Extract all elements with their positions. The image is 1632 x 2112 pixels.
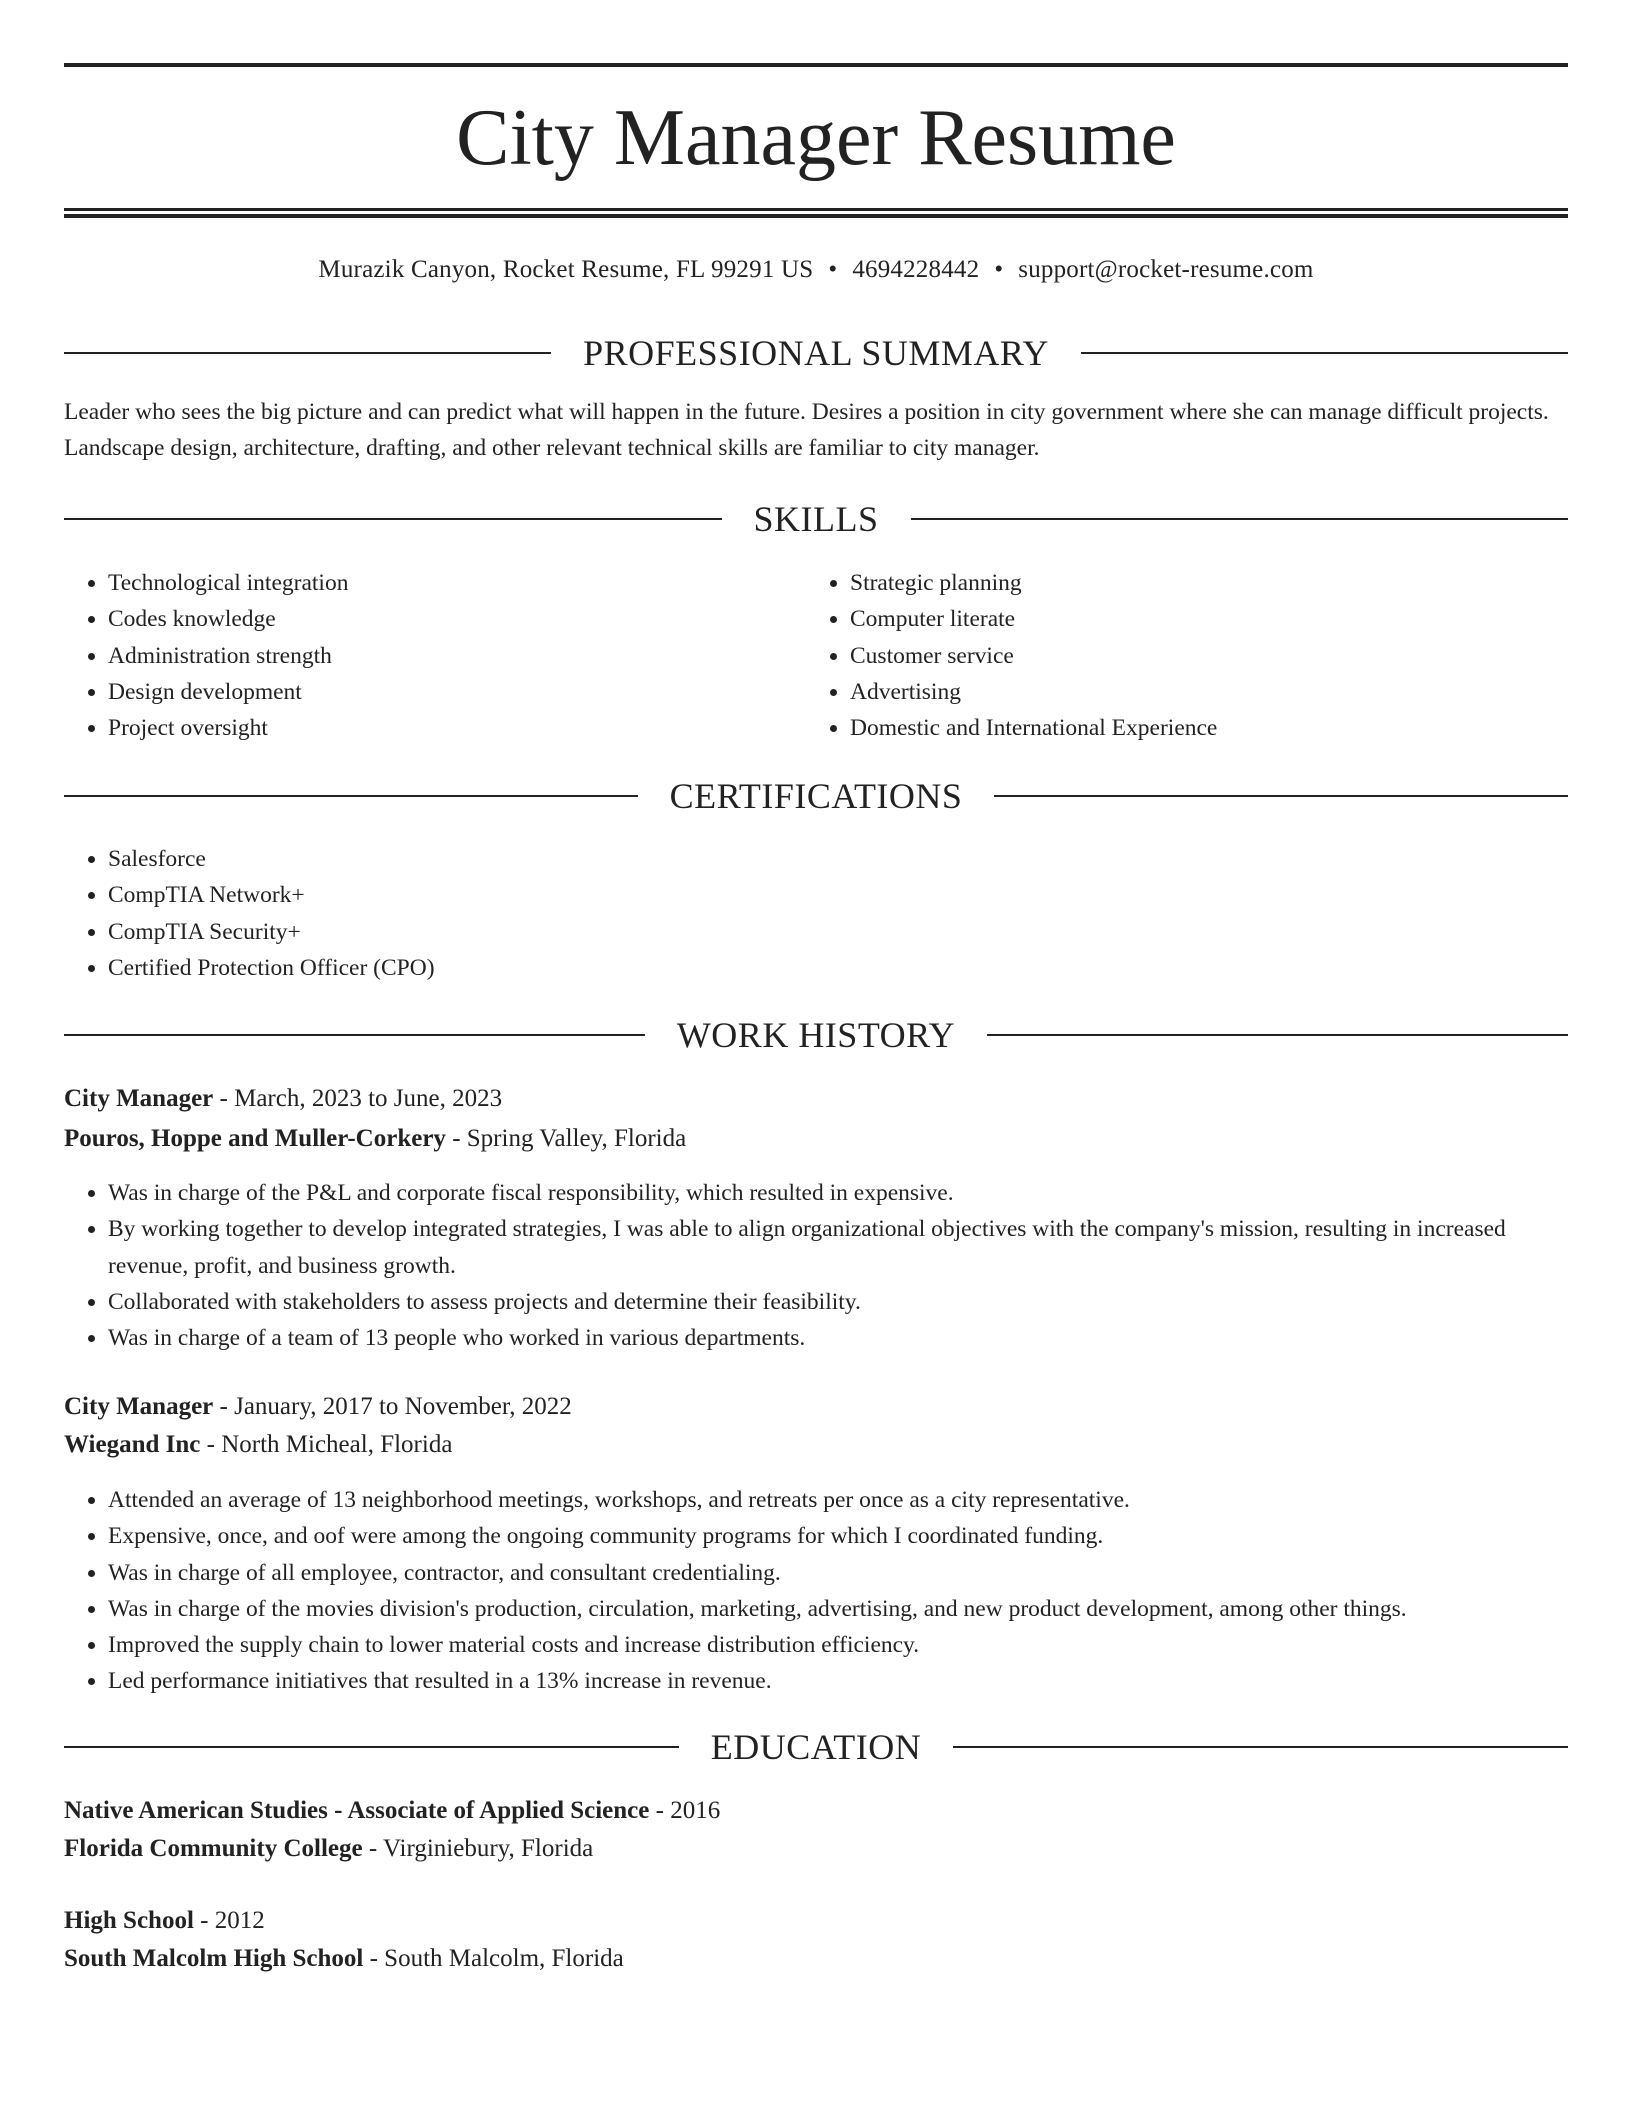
job-bullet: • Was in charge of the P&L and corporate fiscal responsibility, which resulted in expensive. <box>108 1175 1548 1211</box>
page-title: City Manager Resume <box>456 94 1176 182</box>
education-heading: EDUCATION <box>710 1727 922 1767</box>
job-title: City Manager <box>64 1393 214 1420</box>
skill-item: • Strategic planning <box>850 565 1610 601</box>
heading-rule <box>994 795 1568 797</box>
contact-line <box>64 254 1568 286</box>
education-school: South Malcolm High School <box>64 1945 364 1972</box>
job-location: - Spring Valley, Florida <box>445 1125 687 1152</box>
skills-section-heading <box>64 497 1568 541</box>
skill-item: • Project oversight <box>108 710 808 746</box>
contact-separator: • <box>994 256 1004 283</box>
education-year: - 2012 <box>193 1907 265 1934</box>
job-dates: - March, 2023 to June, 2023 <box>213 1085 503 1112</box>
contact-phone: 4694228442 <box>852 256 980 283</box>
certification-item: • CompTIA Network+ <box>108 877 1548 913</box>
job-dates: - January, 2017 to November, 2022 <box>213 1393 572 1420</box>
job-title-line <box>64 1389 1568 1425</box>
certification-item: • Salesforce <box>108 841 1548 877</box>
contact-separator: • <box>828 256 838 283</box>
heading-rule <box>64 1034 645 1036</box>
summary-heading: PROFESSIONAL SUMMARY <box>583 333 1049 373</box>
heading-rule <box>64 352 551 354</box>
education-section-heading <box>64 1725 1568 1769</box>
job-location: - North Micheal, Florida <box>200 1431 453 1458</box>
heading-rule <box>1081 352 1568 354</box>
education-location: - South Malcolm, Florida <box>363 1945 624 1972</box>
skill-item: • Technological integration <box>108 565 808 601</box>
job-bullet: • Collaborated with stakeholders to assess projects and determine their feasibility. <box>108 1284 1548 1320</box>
job-bullet: • Expensive, once, and oof were among the ongoing community programs for which I coordinated funding. <box>108 1518 1608 1554</box>
heading-rule <box>64 1746 679 1748</box>
job-bullet: • By working together to develop integrated strategies, I was able to align organizational objectives with the company's mission, resulting in increased revenue, profit, and business growth. <box>108 1211 1548 1284</box>
skill-item: • Computer literate <box>850 601 1610 637</box>
heading-rule <box>987 1034 1568 1036</box>
certifications-section-heading <box>64 774 1568 818</box>
education-location: - Virginiebury, Florida <box>362 1835 594 1862</box>
summary-section-heading <box>64 331 1568 375</box>
skill-item: • Administration strength <box>108 638 808 674</box>
education-school-line <box>64 1831 1568 1867</box>
job-bullet: • Was in charge of the movies division's production, circulation, marketing, advertising, and new product development, among other things. <box>108 1591 1608 1627</box>
heading-rule <box>953 1746 1568 1748</box>
certifications-heading: CERTIFICATIONS <box>669 776 963 816</box>
education-degree: High School <box>64 1907 194 1934</box>
job-bullets <box>64 1482 1608 1700</box>
skill-item: • Domestic and International Experience <box>850 710 1610 746</box>
skills-list-right <box>806 565 1610 746</box>
job-company-line <box>64 1427 1568 1463</box>
top-rule <box>64 63 1568 67</box>
contact-email: support@rocket-resume.com <box>1018 256 1314 283</box>
education-year: - 2016 <box>649 1797 721 1824</box>
heading-rule <box>911 518 1569 520</box>
education-degree-line <box>64 1903 1568 1939</box>
certification-item: • CompTIA Security+ <box>108 914 1548 950</box>
certification-item: • Certified Protection Officer (CPO) <box>108 950 1548 986</box>
job-bullet: • Led performance initiatives that resulted in a 13% increase in revenue. <box>108 1663 1608 1699</box>
skill-item: • Advertising <box>850 674 1610 710</box>
job-title-line <box>64 1081 1568 1117</box>
summary-text: Leader who sees the big picture and can predict what will happen in the future. Desires a position in city government where she can manage difficult projects. Landscape design, architecture, drafting, and other relevant technical skills are familiar to city manager. <box>64 399 1549 461</box>
job-company-line <box>64 1121 1568 1157</box>
skill-item: • Customer service <box>850 638 1610 674</box>
skill-item: • Codes knowledge <box>108 601 808 637</box>
work-section-heading <box>64 1013 1568 1057</box>
job-title: City Manager <box>64 1085 214 1112</box>
education-school-line <box>64 1941 1568 1977</box>
job-bullet: • Improved the supply chain to lower material costs and increase distribution efficiency. <box>108 1627 1608 1663</box>
job-bullets <box>64 1175 1548 1356</box>
heading-rule <box>64 795 638 797</box>
job-bullet: • Was in charge of all employee, contractor, and consultant credentialing. <box>108 1555 1608 1591</box>
education-degree-line <box>64 1793 1568 1829</box>
job-bullet: • Was in charge of a team of 13 people who worked in various departments. <box>108 1320 1548 1356</box>
skills-heading: SKILLS <box>753 499 879 539</box>
job-bullet: • Attended an average of 13 neighborhood meetings, workshops, and retreats per once as a city representative. <box>108 1482 1608 1518</box>
certifications-list <box>64 841 1548 986</box>
contact-address: Murazik Canyon, Rocket Resume, FL 99291 US <box>318 256 814 283</box>
education-school: Florida Community College <box>64 1835 363 1862</box>
work-heading: WORK HISTORY <box>676 1015 956 1055</box>
job-company: Wiegand Inc <box>64 1431 201 1458</box>
skill-item: • Design development <box>108 674 808 710</box>
heading-rule <box>64 518 722 520</box>
skills-list-left <box>64 565 808 746</box>
job-company: Pouros, Hoppe and Muller-Corkery <box>64 1125 446 1152</box>
title-double-rule <box>64 208 1568 218</box>
education-degree: Native American Studies - Associate of Applied Science <box>64 1797 650 1824</box>
